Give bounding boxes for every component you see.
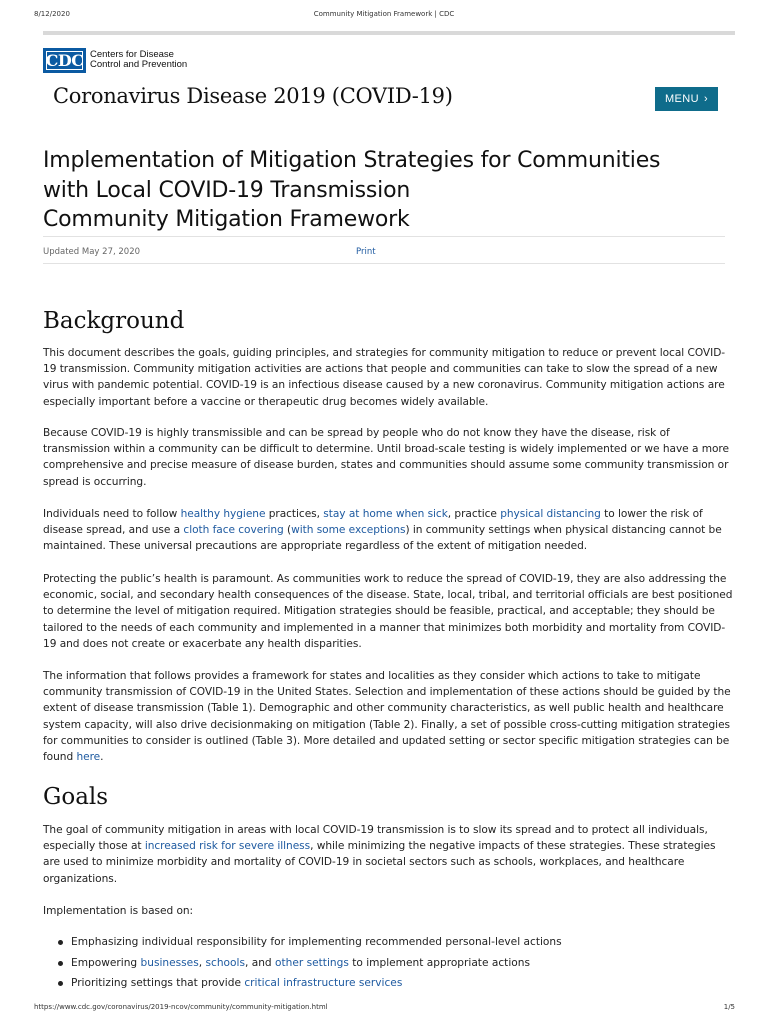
other-settings-link[interactable]: other settings — [275, 957, 349, 969]
print-page-title: Community Mitigation Framework | CDC — [313, 10, 455, 18]
text-run: Prioritizing settings that provide — [71, 977, 245, 989]
background-paragraph-5 — [43, 668, 733, 765]
menu-label: MENU — [664, 93, 699, 105]
page-title-line-2: with Local COVID-19 Transmission — [43, 177, 411, 203]
schools-link[interactable]: schools — [205, 957, 245, 969]
background-heading: Background — [43, 308, 185, 334]
divider — [43, 236, 725, 237]
list-item: Emphasizing individual responsibility for implementing recommended personal-level actions — [71, 935, 731, 949]
text-run: , — [198, 957, 206, 969]
here-link[interactable]: here — [76, 751, 101, 764]
goals-paragraph-1 — [43, 822, 733, 887]
chevron-right-icon: › — [703, 93, 709, 105]
text-run: , practice — [447, 508, 501, 520]
print-url: https://www.cdc.gov/coronavirus/2019-ncov/community/community-mitigation.html — [34, 1003, 328, 1011]
page-title-line-3: Community Mitigation Framework — [43, 207, 410, 232]
text-run: . — [100, 751, 104, 764]
stay-home-when-sick-link[interactable]: stay at home when sick — [323, 508, 448, 520]
physical-distancing-link[interactable]: physical distancing — [500, 508, 601, 520]
text-run: , while minimizing the negative impacts of these strategies. These strategies are used to minimize morbidity and mortality of COVID-19 in societal sectors such as schools, workplaces, and healthcare organizations. — [43, 840, 716, 885]
updated-date: Updated May 27, 2020 — [43, 247, 141, 257]
cdc-logo-text — [90, 50, 187, 70]
text-run: ( — [283, 524, 292, 537]
menu-button[interactable] — [655, 87, 718, 111]
print-date: 8/12/2020 — [34, 10, 70, 18]
text-run: Individuals need to follow — [43, 508, 181, 520]
background-paragraph-3 — [43, 506, 733, 555]
print-header — [0, 10, 768, 22]
cdc-logo-mark: CDC — [43, 48, 86, 73]
goals-paragraph-2: Implementation is based on: — [43, 905, 194, 917]
list-item — [71, 976, 731, 990]
print-link[interactable]: Print — [356, 247, 376, 257]
healthy-hygiene-link[interactable]: healthy hygiene — [180, 508, 266, 520]
list-item — [71, 956, 731, 970]
logo-line-2: Control and Prevention — [90, 59, 188, 70]
text-run: The information that follows provides a framework for states and localities as they consider which actions to take to mitigate community transmission of COVID-19 in the United States. Selection and implementation of these actions should be guided by the extent of disease transmission (Table 1). Demographic and other community characteristics, as well public health and healthcare system capacity, will also drive decisionmaking on mitigation (Table 2). Finally, a set of possible cross-cutting mitigation strategies for communities to consider is outlined (Table 3). More detailed and updated setting or sector specific mitigation strategies can be found — [43, 670, 731, 764]
increased-risk-link[interactable]: increased risk for severe illness — [144, 840, 311, 853]
page-title — [43, 146, 733, 235]
logo-line-1: Centers for Disease — [90, 49, 174, 60]
with-some-exceptions-link[interactable]: with some exceptions — [291, 524, 406, 537]
text-run: ) in community settings when physical distancing cannot be maintained. These universal precautions are appropriate regardless of the extent of mitigation needed. — [43, 524, 722, 553]
text-run: to implement appropriate actions — [348, 957, 530, 969]
text-run: Empowering — [71, 957, 141, 969]
page-title-line-1: Implementation of Mitigation Strategies for Communities — [43, 148, 661, 173]
print-page-number: 1/5 — [723, 1003, 735, 1011]
cloth-face-covering-link[interactable]: cloth face covering — [183, 524, 284, 537]
businesses-link[interactable]: businesses — [140, 957, 199, 969]
goals-heading: Goals — [43, 784, 109, 810]
divider — [43, 263, 725, 264]
critical-infrastructure-link[interactable]: critical infrastructure services — [244, 977, 403, 989]
header-rule — [43, 31, 735, 35]
text-run: The goal of community mitigation in areas with local COVID-19 transmission is to slow its spread and to protect all individuals, especially those at — [43, 824, 708, 853]
site-title[interactable]: Coronavirus Disease 2019 (COVID-19) — [53, 84, 453, 108]
background-paragraph-4: Protecting the public’s health is paramount. As communities work to reduce the spread of COVID-19, they are also addressing the economic, social, and secondary health consequences of the disease. State, local, tribal, and territorial officials are best positioned to determine the level of mitigation required. Mitigation strategies should be feasible, practical, and acceptable; they should be tailored to the needs of each community and implemented in a manner that minimizes both morbidity and mortality from COVID-19 and does not create or exacerbate any health disparities. — [43, 573, 733, 650]
text-run: , and — [244, 957, 276, 969]
background-paragraph-1: This document describes the goals, guiding principles, and strategies for community mitigation to reduce or prevent local COVID-19 transmission. Community mitigation activities are actions that people and communities can take to slow the spread of a new virus with pandemic potential. COVID-19 is an infectious disease caused by a new coronavirus. Community mitigation actions are especially important before a vaccine or therapeutic drug becomes widely available. — [43, 347, 726, 408]
background-paragraph-2: Because COVID-19 is highly transmissible and can be spread by people who do not know they have the disease, risk of transmission within a community can be difficult to determine. Until broad-scale testing is widely implemented or we have a more comprehensive and precise measure of disease burden, states and communities should assume some community transmission or spread is occurring. — [43, 427, 729, 488]
text-run: practices, — [265, 508, 324, 520]
text-run: to lower the risk of disease spread, and use a — [43, 508, 703, 537]
cdc-logo[interactable] — [43, 47, 187, 73]
print-footer — [0, 1003, 768, 1015]
